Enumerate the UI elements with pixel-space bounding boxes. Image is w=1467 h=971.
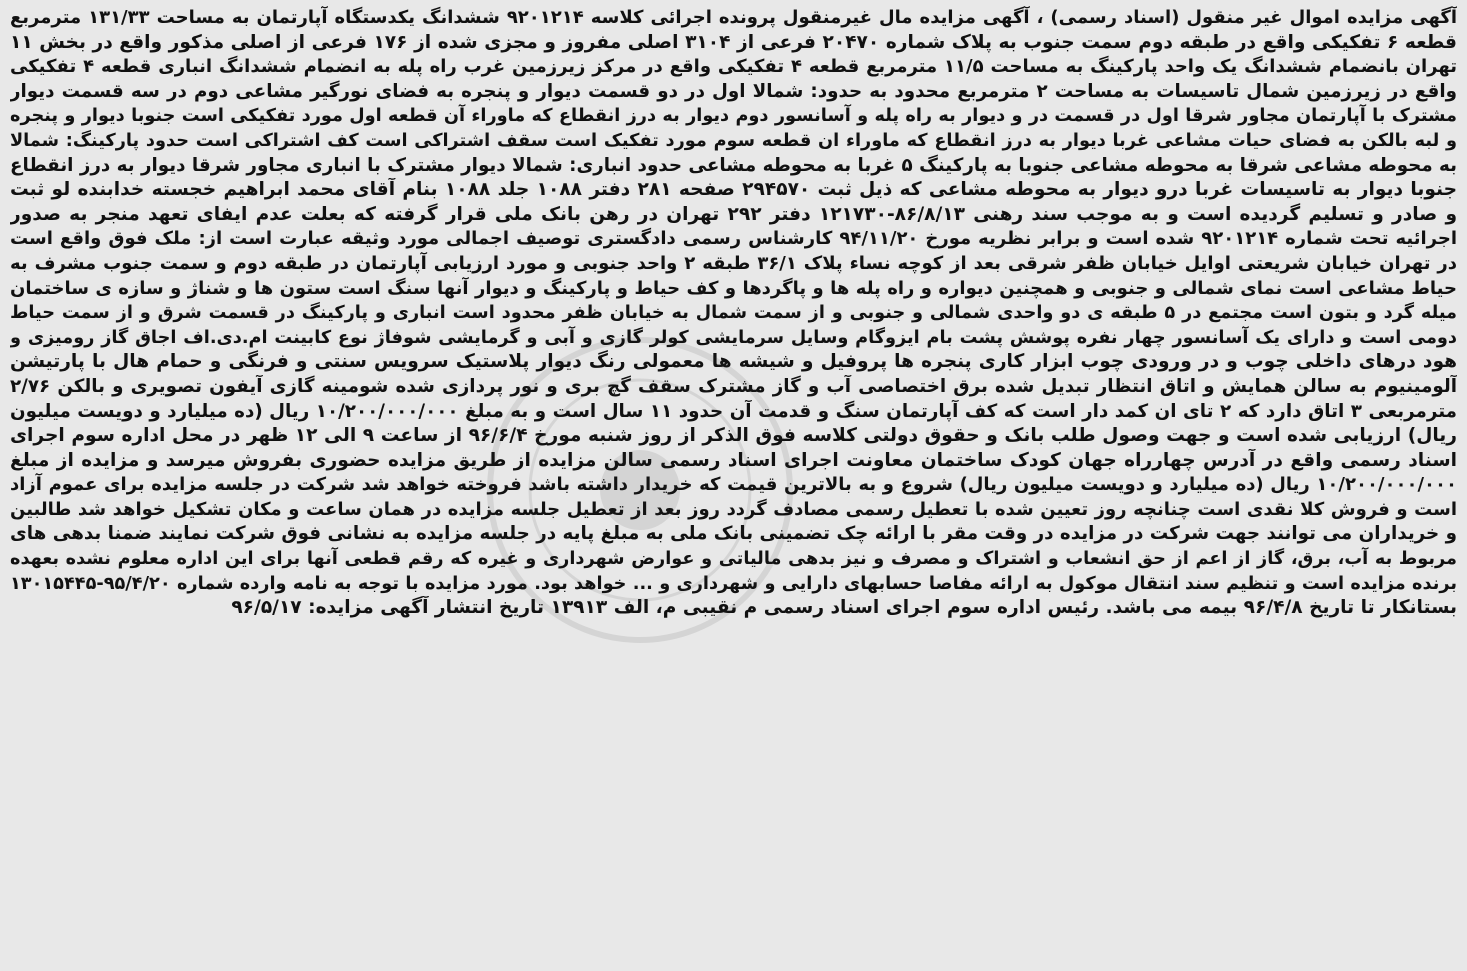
notice-line: مترمربعی ۳ اتاق دارد که ۲ تای ان کمد دار است که کف آپارتمان سنگ و قدمت آن حدود ۱۱ سال است و به مبلغ ۱۰/۲۰۰/۰۰۰/۰۰۰ ریال (ده میلیارد و دویست میلیون <box>10 400 1457 422</box>
notice-line: به محوطه مشاعی شرقا به محوطه مشاعی جنوبا به پارکینگ ۵ غربا به محوطه مشاعی حدود انباری: شمالا دیوار مشترک با انباری مجاور شرقا دیوار به درز انقطاع <box>10 154 1457 176</box>
notice-line: میله گرد و بتون است مجتمع در ۵ طبقه ی دو واحدی شمالی و جنوبی و از سمت شمال به خیابان ظفر محدود است انباری و پارکینگ در قسمت شرق و از سمت حیاط <box>10 303 1457 324</box>
notice-line: واقع در زیرزمین شمال تاسیسات به مساحت ۲ مترمربع محدود به حدود: شمالا اول در دو قسمت دیوار و پنجره به فضای نورگیر مشاعی دوم در سه قسمت دیوار <box>10 80 1457 102</box>
notice-line: مربوط به آب، برق، گاز از اعم از حق انشعاب و اشتراک و مصرف و نیز بدهی مالیاتی و عوارض شهرداری و غیره که رقم قطعی آنها برای این اداره معلوم نشده بعهده <box>10 549 1457 570</box>
notice-line: است و فروش کلا نقدی است چنانچه روز تعیین شده با تعطیل رسمی مصادف گردد روز بعد از تعطیل جلسه مزایده در همان ساعت و مکان تشکیل خواهد شد طالبین <box>10 498 1457 520</box>
notice-line: مشترک با آپارتمان مجاور شرقا اول در قسمت در و دیوار به راه پله و آسانسور دوم دیوار به درز انقطاع که ماوراء آن قطعه اول مورد تفکیکی است جنوبا دیوار و پنجره <box>10 106 1457 127</box>
notice-line: و لبه بالکن به فضای حیات مشاعی غربا دیوار به درز انقطاع که ماوراء ان قطعه سوم مورد تفکیک است سقف اشتراکی است کف اشتراکی است حدود پارکینگ: شمالا <box>10 130 1457 151</box>
notice-line: اسناد رسمی واقع در آدرس چهارراه جهان کودک ساختمان معاونت اجرای اسناد رسمی سالن مزایده از طریق مزایده حضوری بفروش میرسد و مزایده از مبلغ <box>10 449 1457 471</box>
notice-line: ریال) ارزیابی شده است و جهت وصول طلب بانک و حقوق دولتی کلاسه فوق الذکر از روز شنبه مورخ ۹۶/۶/۴ از ساعت ۹ الی ۱۲ ظهر در محل اداره سوم اجرای <box>10 425 1457 447</box>
notice-line: و صادر و تسلیم گردیده است و به موجب سند رهنی ۸۶/۸/۱۳-۱۲۱۷۳۰ دفتر ۲۹۲ تهران در رهن بانک ملی قرار گرفته که بعلت عدم ایفای تعهد منجر به صدور <box>10 203 1457 225</box>
notice-line: و خریداران می توانند جهت شرکت در مزایده در وقت مقر با ارائه چک تضمینی بانک ملی به مبلغ پایه در جلسه مزایده به نشانی فوق شرکت نمایند ضمنا بدهی های <box>10 523 1457 545</box>
notice-line: آلومینیوم به سالن همایش و اتاق انتظار تبدیل شده برق اختصاصی آب و گاز مشترک سقف گچ بری و نور پردازی شده شومینه گازی آیفون تصویری و بالکن ۲/۷۶ <box>10 375 1457 397</box>
notice-line: ۱۰/۲۰۰/۰۰۰/۰۰۰ ریال (ده میلیارد و دویست میلیون ریال) شروع و به بالاترین قیمت که خریدار داشته باشد فروخته خواهد شد شرکت در جلسه مزایده برای عموم آزاد <box>10 474 1457 496</box>
notice-text <box>10 6 1457 621</box>
notice-line: حیاط مشاعی است نمای شمالی و جنوبی و همچنین دیواره و راه پله ها و پاگردها و کف حیاط و پارکینگ و دیوار آنها سنگ است ستون ها و شناژ و سازه ی ساختمان <box>10 277 1457 299</box>
notice-line: قطعه ۶ تفکیکی واقع در طبقه دوم سمت جنوب به پلاک شماره ۲۰۴۷۰ فرعی از ۳۱۰۴ اصلی مفروز و مجزی شده از ۱۷۶ فرعی از اصلی مذکور واقع در بخش ۱۱ <box>10 31 1457 53</box>
notice-line: بستانکار تا تاریخ ۹۶/۴/۸ بیمه می باشد. رئیس اداره سوم اجرای اسناد رسمی م نقیبی م، الف ۱۳۹۱۳ تاریخ انتشار آگهی مزایده: ۹۶/۵/۱۷ <box>231 597 1457 619</box>
notice-line: اجرائیه تحت شماره ۹۲۰۱۲۱۴ شده است و برابر نظریه مورخ ۹۴/۱۱/۲۰ کارشناس رسمی دادگستری توصیف اجمالی مورد وثیقه عبارت است از: ملک فوق واقع است <box>10 228 1457 250</box>
notice-line: تهران بانضمام ششدانگ یک واحد پارکینگ به مساحت ۱۱/۵ مترمربع قطعه ۴ تفکیکی واقع در مرکز زیرزمین غرب راه پله به انضمام ششدانگ انباری قطعه ۴ تفکیکی <box>10 56 1457 78</box>
notice-line: در تهران خیابان شریعتی اوایل خیابان ظفر شرقی بعد از کوچه نساء پلاک ۳۶/۱ طبقه ۲ واحد جنوبی و مورد ارزیابی آپارتمان در طبقه دوم و سمت جنوب مشرف به <box>10 252 1457 274</box>
notice-line: جنوبا دیوار به تاسیسات غربا درو دیوار به محوطه مشاعی که ذیل ثبت ۲۹۴۵۷۰ صفحه ۲۸۱ دفتر ۱۰۸۸ جلد ۱۰۸۸ بنام آقای محمد ابراهیم خجسته خدابنده لو ثبت <box>10 179 1457 201</box>
notice-line: برنده مزایده است و تنظیم سند انتقال موکول به ارائه مفاصا حسابهای دارایی و شهرداری و ... خواهد بود. مورد مزایده با توجه به نامه وارده شماره ۹۵/۴/۲۰-۱۳۰۱۵۴۴۵ <box>10 573 1457 594</box>
notice-line: دومی است و دارای یک آسانسور چهار نفره پوشش پشت بام ایزوگام وسایل سرمایشی کولر گازی و آبی و گرمایشی شوفاژ نوع کابینت ام.دی.اف اجاق گاز رومیزی و <box>10 327 1457 348</box>
notice-line: هود درهای داخلی چوب و در ورودی چوب ابزار کاری پنجره ها پروفیل و شیشه ها معمولی رنگ دیوار پلاستیک سرویس سنتی و فرنگی و حمام هال با پارتیشن <box>10 351 1457 373</box>
notice-line: آگهی مزایده اموال غیر منقول (اسناد رسمی) ، آگهی مزایده مال غیرمنقول پرونده اجرائی کلاسه ۹۲۰۱۲۱۴ ششدانگ یکدستگاه آپارتمان به مساحت ۱۳۱/۳۳ مترمربع <box>10 7 1457 28</box>
